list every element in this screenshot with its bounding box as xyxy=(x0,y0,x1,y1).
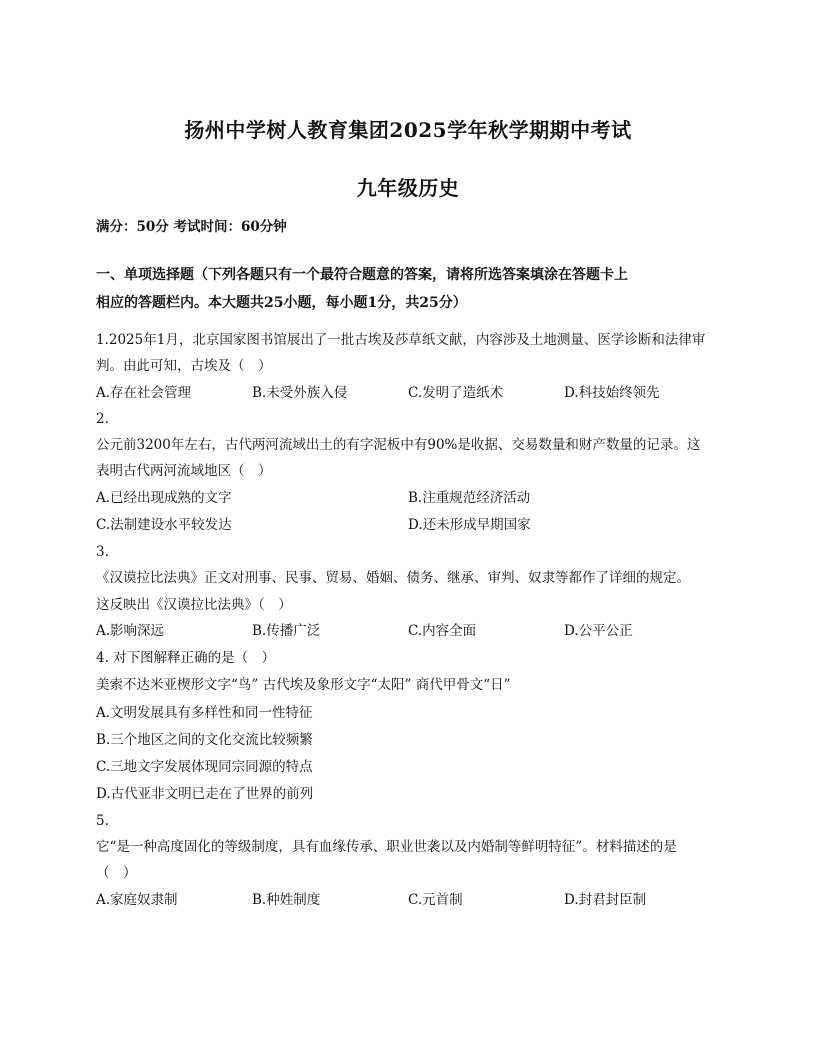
option-d: D.还未形成早期国家 xyxy=(408,517,531,533)
question-1-options xyxy=(96,384,726,402)
option-d: D.公平公正 xyxy=(564,623,633,639)
question-4-stem: 4. 对下图解释正确的是（ ） xyxy=(96,650,276,666)
exam-title: 扬州中学树人教育集团2025学年秋学期期中考试 xyxy=(184,118,632,142)
question-5-number: 5. xyxy=(96,813,109,829)
question-2-stem: 公元前3200年左右，古代两河流域出土的有字泥板中有90%是收据、交易数量和财产数量的记录。这 xyxy=(96,437,701,453)
section-heading xyxy=(96,261,726,317)
question-3-stem: 这反映出《汉谟拉比法典》（ ） xyxy=(96,597,292,613)
question-4-figure-caption: 美索不达米亚楔形文字“鸟” 古代埃及象形文字“太阳” 商代甲骨文“日” xyxy=(96,677,511,693)
option-b: B.传播广泛 xyxy=(252,623,321,639)
option-c: C.三地文字发展体现同宗同源的特点 xyxy=(96,759,313,775)
question-2-stem: 表明古代两河流域地区（ ） xyxy=(96,463,272,479)
question-3-number: 3. xyxy=(96,544,109,560)
option-a: A.影响深远 xyxy=(96,623,165,639)
option-c: C.元首制 xyxy=(408,892,463,908)
option-d: D.古代亚非文明已走在了世界的前列 xyxy=(96,786,314,802)
question-2-number: 2. xyxy=(96,411,109,427)
section-heading-line: 相应的答题栏内。本大题共25小题，每小题1分，共25分） xyxy=(96,295,467,311)
option-c: C.发明了造纸术 xyxy=(408,385,504,401)
question-5-stem: 它“是一种高度固化的等级制度，具有血缘传承、职业世袭以及内婚制等鲜明特征”。材料描述的是 xyxy=(96,839,677,855)
option-d: D.科技始终领先 xyxy=(564,385,660,401)
question-5-options xyxy=(96,891,726,909)
option-a: A.文明发展具有多样性和同一性特征 xyxy=(96,705,313,721)
option-b: B.未受外族入侵 xyxy=(252,385,348,401)
question-1-stem: 1.2025年1月，北京国家图书馆展出了一批古埃及莎草纸文献，内容涉及土地测量、医学诊断和法律审 xyxy=(96,332,706,348)
question-3-options xyxy=(96,622,726,640)
question-2-options xyxy=(96,516,726,534)
question-1-stem: 判。由此可知，古埃及（ ） xyxy=(96,358,272,374)
option-b: B.种姓制度 xyxy=(252,892,321,908)
option-a: A.家庭奴隶制 xyxy=(96,892,178,908)
option-a: A.存在社会管理 xyxy=(96,385,192,401)
subject-title: 九年级历史 xyxy=(356,176,460,200)
option-a: A.已经出现成熟的文字 xyxy=(96,490,232,506)
question-2-options xyxy=(96,489,726,507)
section-heading-line: 一、单项选择题（下列各题只有一个最符合题意的答案，请将所选答案填涂在答题卡上 xyxy=(96,267,628,283)
option-b: B.注重规范经济活动 xyxy=(408,490,531,506)
option-c: C.内容全面 xyxy=(408,623,477,639)
question-5-stem: （ ） xyxy=(96,865,137,881)
option-d: D.封君封臣制 xyxy=(564,892,647,908)
option-c: C.法制建设水平较发达 xyxy=(96,517,232,533)
question-3-stem: 《汉谟拉比法典》正文对刑事、民事、贸易、婚姻、债务、继承、审判、奴隶等都作了详细的规定。 xyxy=(96,570,690,586)
option-b: B.三个地区之间的文化交流比较频繁 xyxy=(96,732,313,748)
exam-meta: 满分：50分 考试时间：60分钟 xyxy=(96,219,287,235)
